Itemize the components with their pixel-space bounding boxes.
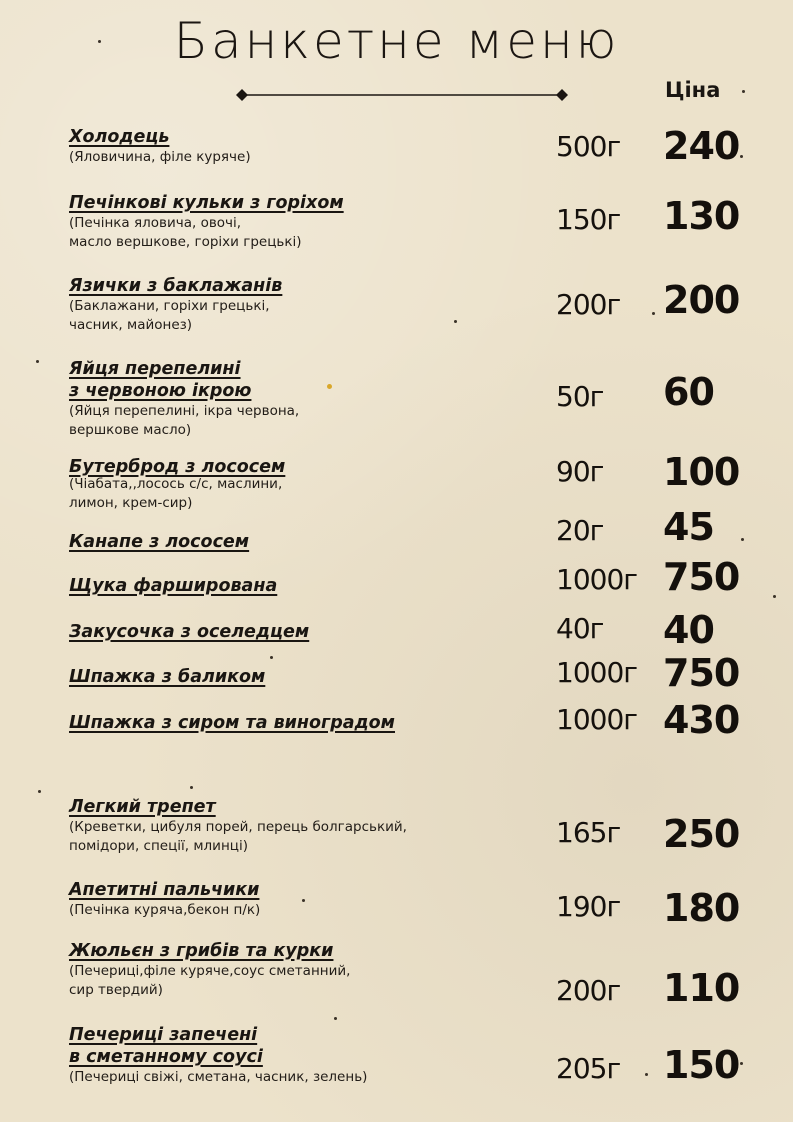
item-description: (Печінка яловича, овочі, масло вершкове, горіхи грецькі) <box>69 215 302 250</box>
item-weight: 190г <box>556 890 621 923</box>
menu-item <box>69 456 285 513</box>
item-weight: 90г <box>556 455 604 488</box>
item-description: (Печериці свіжі, сметана, часник, зелень) <box>69 1069 368 1085</box>
menu-title: Банкетне меню <box>173 12 620 70</box>
item-weight: 50г <box>556 380 604 413</box>
menu-item <box>69 358 299 440</box>
paper-speck <box>740 1062 743 1065</box>
item-name: Шпажка з баликом <box>69 667 266 687</box>
paper-speck <box>302 899 305 902</box>
paper-speck <box>454 320 457 323</box>
item-weight: 1000г <box>556 563 637 596</box>
paper-speck <box>98 40 101 43</box>
item-name: Апетитні пальчики <box>69 880 260 900</box>
paper-speck <box>270 656 273 659</box>
paper-speck <box>773 595 776 598</box>
item-weight: 200г <box>556 974 621 1007</box>
item-description: (Яловичина, філе куряче) <box>69 149 251 165</box>
paper-speck <box>740 155 743 158</box>
item-name: Холодець <box>69 127 170 147</box>
item-name: Печериці запечені в сметанному соусі <box>69 1025 263 1067</box>
item-description: (Печериці,філе куряче,соус сметанний, сир твердий) <box>69 963 351 998</box>
item-weight: 40г <box>556 612 604 645</box>
paper-speck <box>190 786 193 789</box>
item-weight: 20г <box>556 514 604 547</box>
menu-item <box>69 666 265 688</box>
item-name: Легкий трепет <box>69 797 216 817</box>
item-price: 200 <box>663 278 740 322</box>
paper-speck <box>645 1073 648 1076</box>
item-name: Щука фарширована <box>69 576 278 596</box>
item-name: Шпажка з сиром та виноградом <box>69 713 395 733</box>
item-name: Закусочка з оселедцем <box>69 622 310 642</box>
menu-item <box>69 712 395 734</box>
menu-item <box>69 796 407 856</box>
paper-speck <box>327 384 332 389</box>
item-price: 430 <box>663 698 740 742</box>
menu-item <box>69 126 251 167</box>
item-price: 150 <box>663 1043 740 1087</box>
menu-item <box>69 1024 367 1087</box>
item-name: Язички з баклажанів <box>69 276 283 296</box>
item-description: (Яйця перепелині, ікра червона, вершкове масло) <box>69 403 300 438</box>
title-divider <box>236 89 568 101</box>
paper-speck <box>334 1017 337 1020</box>
item-price: 100 <box>663 450 740 494</box>
paper-speck <box>741 538 744 541</box>
item-weight: 150г <box>556 203 621 236</box>
item-name: Канапе з лососем <box>69 532 250 552</box>
menu-item <box>69 192 344 252</box>
item-description: (Креветки, цибуля порей, перець болгарський, помідори, спеції, млинці) <box>69 819 407 854</box>
item-price: 750 <box>663 555 740 599</box>
item-description: (Печінка куряча,бекон п/к) <box>69 902 261 918</box>
item-name: Яйця перепелині з червоною ікрою <box>69 359 252 401</box>
item-description: (Баклажани, горіхи грецькі, часник, майонез) <box>69 298 270 333</box>
menu-item <box>69 575 277 597</box>
item-price: 180 <box>663 886 740 930</box>
item-description: (Чіабата,,лосось с/с, маслини, лимон, крем-сир) <box>69 476 283 511</box>
menu-item <box>69 531 249 553</box>
item-weight: 1000г <box>556 656 637 689</box>
paper-speck <box>38 790 41 793</box>
item-weight: 500г <box>556 130 621 163</box>
item-price: 40 <box>663 608 714 652</box>
item-price: 45 <box>663 505 714 549</box>
menu-item <box>69 879 260 920</box>
menu-item <box>69 621 309 643</box>
item-price: 240 <box>663 124 740 168</box>
paper-speck <box>742 90 745 93</box>
item-weight: 205г <box>556 1052 621 1085</box>
item-weight: 1000г <box>556 703 637 736</box>
item-price: 130 <box>663 194 740 238</box>
item-name: Жюльєн з грибів та курки <box>69 941 334 961</box>
item-price: 250 <box>663 812 740 856</box>
menu-item <box>69 940 350 1000</box>
item-price: 110 <box>663 966 740 1010</box>
item-name: Печінкові кульки з горіхом <box>69 193 344 213</box>
item-price: 750 <box>663 651 740 695</box>
item-name: Бутерброд з лососем <box>69 457 286 477</box>
item-price: 60 <box>663 370 714 414</box>
item-weight: 200г <box>556 288 621 321</box>
menu-item <box>69 275 282 335</box>
item-weight: 165г <box>556 816 621 849</box>
paper-speck <box>652 312 655 315</box>
price-column-header: Ціна <box>665 78 721 102</box>
paper-speck <box>36 360 39 363</box>
